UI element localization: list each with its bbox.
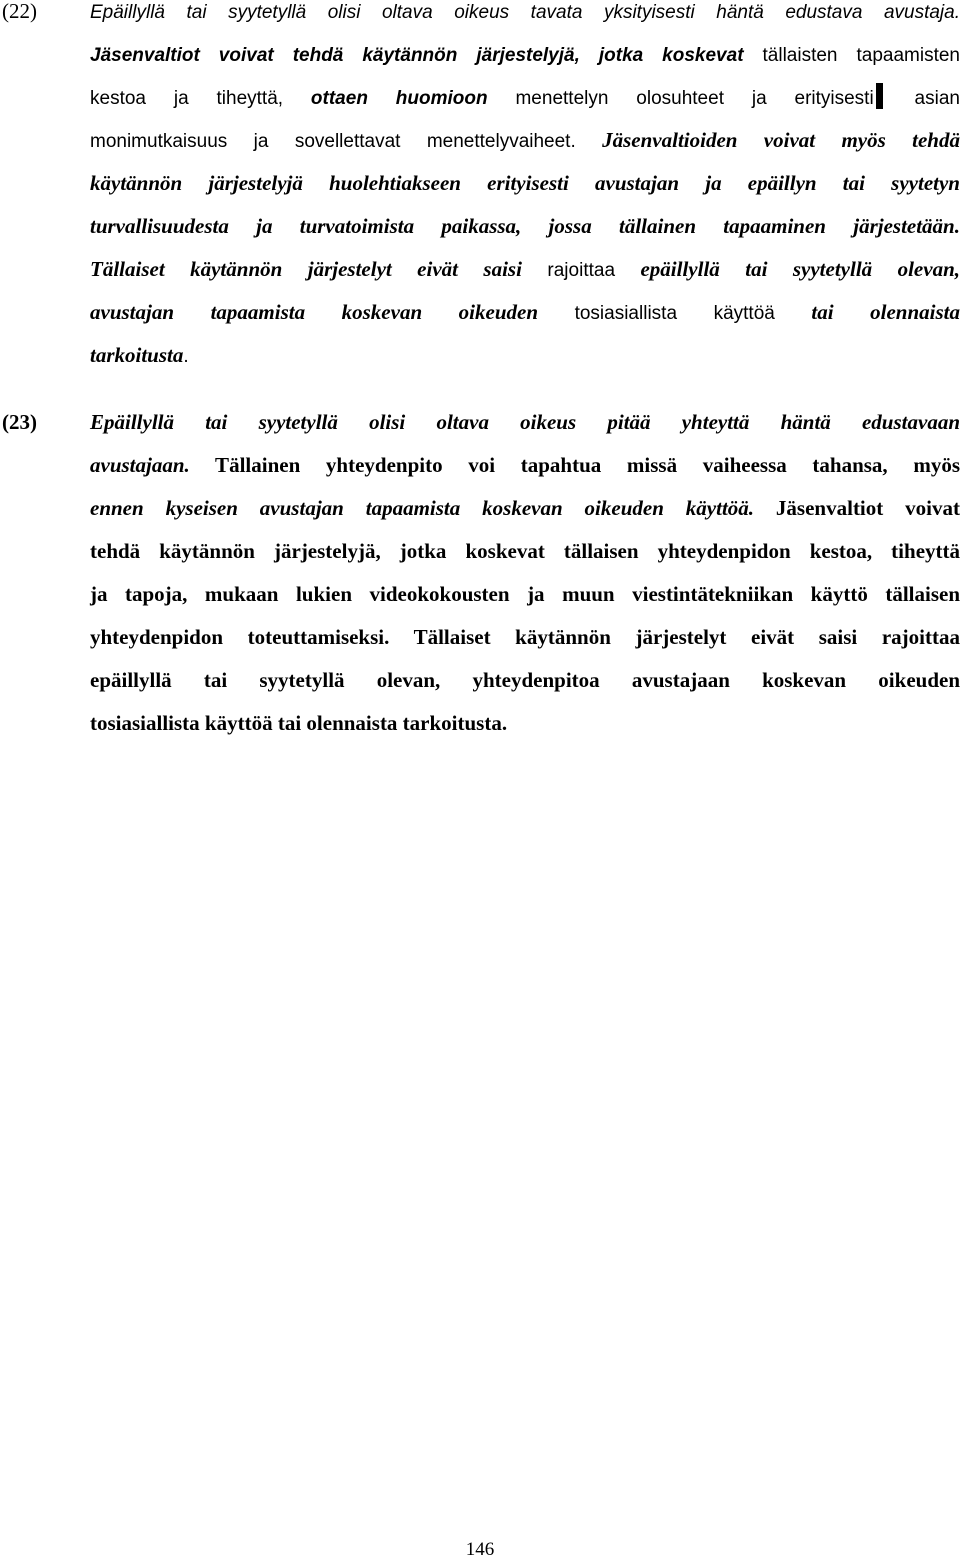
text-line: Epäillyllä tai syytetyllä olisi oltava oikeus tavata yksityisesti häntä edustava avustaja. bbox=[90, 2, 960, 23]
text-line: ennen kyseisen avustajan tapaamista koskevan oikeuden käyttöä. Jäsenvaltiot voivat bbox=[90, 496, 960, 520]
text-line: käytännön järjestelyjä huolehtiakseen erityisesti avustajan ja epäillyn tai syytetyn bbox=[90, 171, 960, 195]
text-line: ja tapoja, mukaan lukien videokokousten ja muun viestintätekniikan käyttö tällaisen bbox=[90, 582, 960, 606]
text-line: Epäillyllä tai syytetyllä olisi oltava oikeus pitää yhteyttä häntä edustavaan bbox=[90, 410, 960, 434]
text-line: kestoa ja tiheyttä, ottaen huomioon menettelyn olosuhteet ja erityisesti asian bbox=[90, 76, 960, 119]
recital-text bbox=[90, 401, 960, 745]
text-line: epäillyllä tai syytetyllä olevan, yhteydenpitoa avustajaan koskevan oikeuden bbox=[90, 668, 960, 692]
change-marker-bar bbox=[876, 83, 883, 109]
recital-number: (23) bbox=[2, 410, 37, 434]
page-number: 146 bbox=[465, 1539, 495, 1560]
text-line: turvallisuudesta ja turvatoimista paikassa, jossa tällainen tapaaminen järjestetään. bbox=[90, 214, 960, 238]
text-line: avustajan tapaamista koskevan oikeuden tosiasiallista käyttöä tai olennaista bbox=[90, 300, 960, 324]
text-line: tosiasiallista käyttöä tai olennaista tarkoitusta. bbox=[90, 711, 508, 735]
text-line: monimutkaisuus ja sovellettavat menettelyvaiheet. Jäsenvaltioiden voivat myös tehdä bbox=[90, 128, 960, 152]
text-line: Tällaiset käytännön järjestelyt eivät saisi rajoittaa epäillyllä tai syytetyllä olevan, bbox=[90, 257, 960, 281]
text-line: tehdä käytännön järjestelyjä, jotka koskevat tällaisen yhteydenpidon kestoa, tiheyttä bbox=[90, 539, 960, 563]
recital-number: (22) bbox=[2, 0, 37, 23]
text-line: tarkoitusta. bbox=[90, 343, 189, 367]
recital-text bbox=[90, 0, 960, 377]
text-line: Jäsenvaltiot voivat tehdä käytännön järjestelyjä, jotka koskevat tällaisten tapaamisten bbox=[90, 45, 960, 66]
text-line: yhteydenpidon toteuttamiseksi. Tällaiset käytännön järjestelyt eivät saisi rajoittaa bbox=[90, 625, 960, 649]
text-line: avustajaan. Tällainen yhteydenpito voi tapahtua missä vaiheessa tahansa, myös bbox=[90, 453, 960, 477]
